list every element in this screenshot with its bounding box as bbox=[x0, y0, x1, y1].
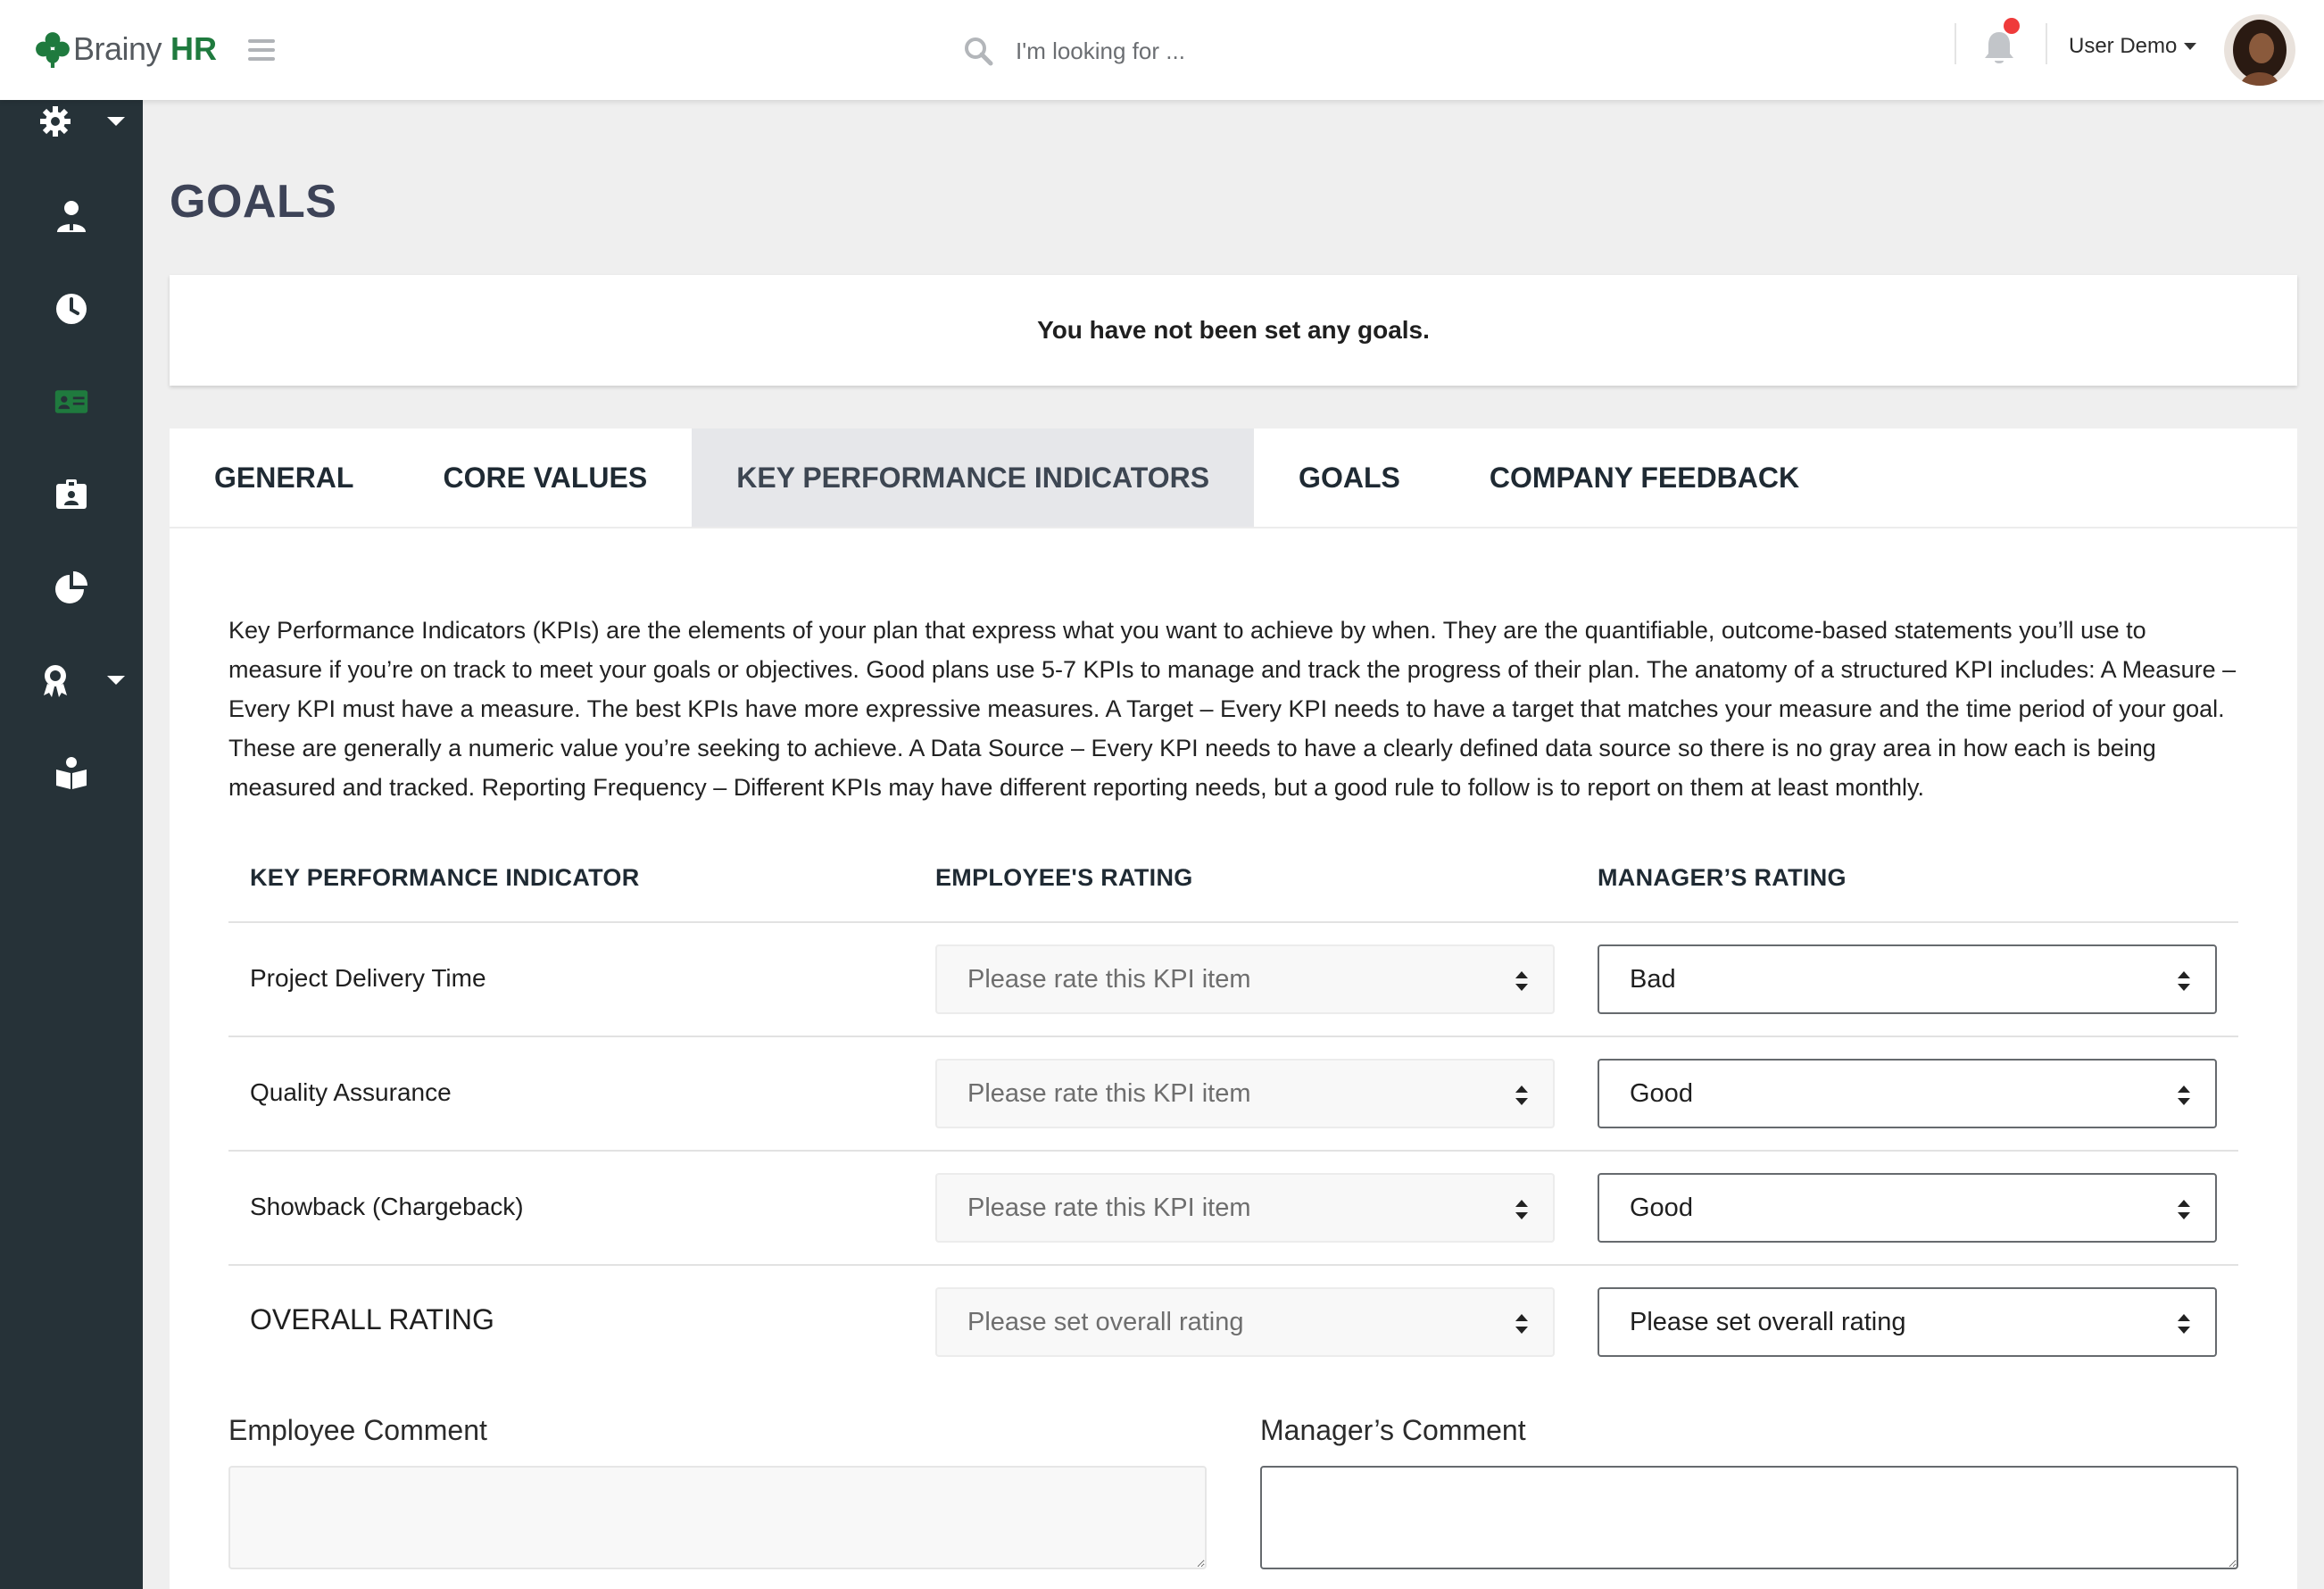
divider bbox=[1955, 23, 1956, 64]
row-divider bbox=[228, 921, 2238, 923]
select-value: Please rate this KPI item bbox=[967, 1078, 1251, 1108]
gear-icon bbox=[37, 104, 73, 139]
manager-rating-select[interactable] bbox=[1598, 1173, 2217, 1243]
manager-comment-label: Manager’s Comment bbox=[1260, 1414, 1526, 1446]
tab-goals[interactable]: GOALS bbox=[1299, 461, 1400, 494]
kpi-name: Showback (Chargeback) bbox=[250, 1193, 524, 1220]
sidebar-item-reviews[interactable] bbox=[0, 459, 143, 530]
sort-arrows-icon bbox=[2178, 1314, 2190, 1334]
search-input[interactable] bbox=[1016, 37, 1462, 65]
kpi-name: Quality Assurance bbox=[250, 1078, 452, 1106]
sort-arrows-icon bbox=[2178, 1200, 2190, 1219]
employee-overall-rating-select[interactable] bbox=[935, 1287, 1555, 1357]
column-header-employee-rating: EMPLOYEE'S RATING bbox=[935, 864, 1193, 891]
tab-general[interactable]: GENERAL bbox=[214, 461, 354, 494]
notification-badge bbox=[2004, 18, 2020, 34]
overall-rating-label: OVERALL RATING bbox=[250, 1303, 494, 1335]
bell-icon[interactable] bbox=[1981, 29, 2017, 68]
sort-arrows-icon bbox=[2178, 971, 2190, 991]
select-value: Please set overall rating bbox=[1630, 1307, 1906, 1336]
sidebar-item-reports[interactable] bbox=[0, 552, 143, 623]
row-divider bbox=[228, 1036, 2238, 1037]
divider bbox=[2046, 23, 2047, 64]
row-divider bbox=[228, 1150, 2238, 1152]
pie-chart-icon bbox=[54, 570, 89, 605]
top-bar bbox=[0, 0, 2324, 100]
row-divider bbox=[228, 1264, 2238, 1266]
sort-arrows-icon bbox=[1515, 971, 1528, 991]
employee-rating-select[interactable] bbox=[935, 1173, 1555, 1243]
tab-bar bbox=[170, 428, 2297, 528]
page-title: GOALS bbox=[170, 176, 337, 228]
employee-rating-select[interactable] bbox=[935, 944, 1555, 1014]
search-icon[interactable] bbox=[962, 35, 994, 67]
manager-rating-select[interactable] bbox=[1598, 1059, 2217, 1128]
sidebar-item-awards[interactable] bbox=[0, 645, 143, 716]
sidebar-item-learning[interactable] bbox=[0, 737, 143, 809]
id-card-icon bbox=[54, 384, 89, 420]
sort-arrows-icon bbox=[1515, 1314, 1528, 1334]
kpi-card bbox=[170, 428, 2297, 1589]
goals-notice bbox=[170, 275, 2297, 386]
select-value: Bad bbox=[1630, 964, 1676, 994]
employee-rating-select[interactable] bbox=[935, 1059, 1555, 1128]
select-value: Please rate this KPI item bbox=[967, 1193, 1251, 1222]
column-header-manager-rating: MANAGER’S RATING bbox=[1598, 864, 1847, 891]
sort-arrows-icon bbox=[2178, 1086, 2190, 1105]
clipboard-badge-icon bbox=[54, 477, 89, 512]
clock-icon bbox=[54, 291, 89, 327]
book-reader-icon bbox=[54, 755, 89, 791]
award-icon bbox=[37, 662, 73, 698]
chevron-down-icon bbox=[2184, 43, 2196, 50]
kpi-description: Key Performance Indicators (KPIs) are the elements of your plan that express what you want to achieve by when. They are the quantifiable, outcome-based statements you’ll use to measure if you’re on track to meet your goals or objectives. Good plans use 5-7 KPIs to manage and track the progress of their plan. The anatomy of a structured KPI includes: A Measure – Every KPI must have a measure. The best KPIs have more expressive measures. A Target – Every KPI needs to have a target that matches your measure and the time period of your goal. These are generally a numeric value you’re seeking to achieve. A Data Source – Every KPI needs to have a clearly defined data source so there is no gray area in how each is being measured and tracked. Reporting Frequency – Different KPIs may have different reporting needs, but a good rule to follow is to report on them at least monthly. bbox=[228, 617, 2237, 801]
chevron-down-icon bbox=[107, 117, 125, 126]
manager-comment-field[interactable] bbox=[1260, 1466, 2238, 1569]
user-menu[interactable] bbox=[2069, 34, 2196, 59]
tab-core-values[interactable]: CORE VALUES bbox=[443, 461, 648, 494]
select-value: Good bbox=[1630, 1078, 1693, 1108]
employee-comment-field[interactable] bbox=[228, 1466, 1207, 1569]
sidebar bbox=[0, 100, 143, 1589]
manager-overall-rating-select[interactable] bbox=[1598, 1287, 2217, 1357]
manager-rating-select[interactable] bbox=[1598, 944, 2217, 1014]
column-header-kpi: KEY PERFORMANCE INDICATOR bbox=[250, 864, 640, 891]
employee-icon bbox=[54, 198, 89, 234]
logo-hr: HR bbox=[170, 30, 218, 67]
employee-comment-label: Employee Comment bbox=[228, 1414, 487, 1446]
avatar[interactable] bbox=[2224, 14, 2295, 86]
clover-icon bbox=[34, 30, 71, 68]
notice-text: You have not been set any goals. bbox=[1037, 316, 1430, 344]
tab-key-performance-indicators[interactable]: KEY PERFORMANCE INDICATORS bbox=[692, 428, 1254, 527]
sort-arrows-icon bbox=[1515, 1200, 1528, 1219]
search-bar bbox=[962, 29, 1498, 73]
chevron-down-icon bbox=[107, 676, 125, 685]
sidebar-item-performance[interactable] bbox=[0, 366, 143, 437]
select-value: Good bbox=[1630, 1193, 1693, 1222]
logo-text: Brainy bbox=[73, 30, 162, 67]
select-value: Please set overall rating bbox=[967, 1307, 1244, 1336]
menu-toggle-icon[interactable] bbox=[248, 39, 275, 62]
brand-logo[interactable] bbox=[34, 27, 217, 71]
user-name: User Demo bbox=[2069, 34, 2178, 58]
select-value: Please rate this KPI item bbox=[967, 964, 1251, 994]
sidebar-item-employees[interactable] bbox=[0, 180, 143, 252]
sort-arrows-icon bbox=[1515, 1086, 1528, 1105]
tab-company-feedback[interactable]: COMPANY FEEDBACK bbox=[1489, 461, 1800, 494]
kpi-name: Project Delivery Time bbox=[250, 964, 486, 992]
sidebar-item-time[interactable] bbox=[0, 273, 143, 345]
